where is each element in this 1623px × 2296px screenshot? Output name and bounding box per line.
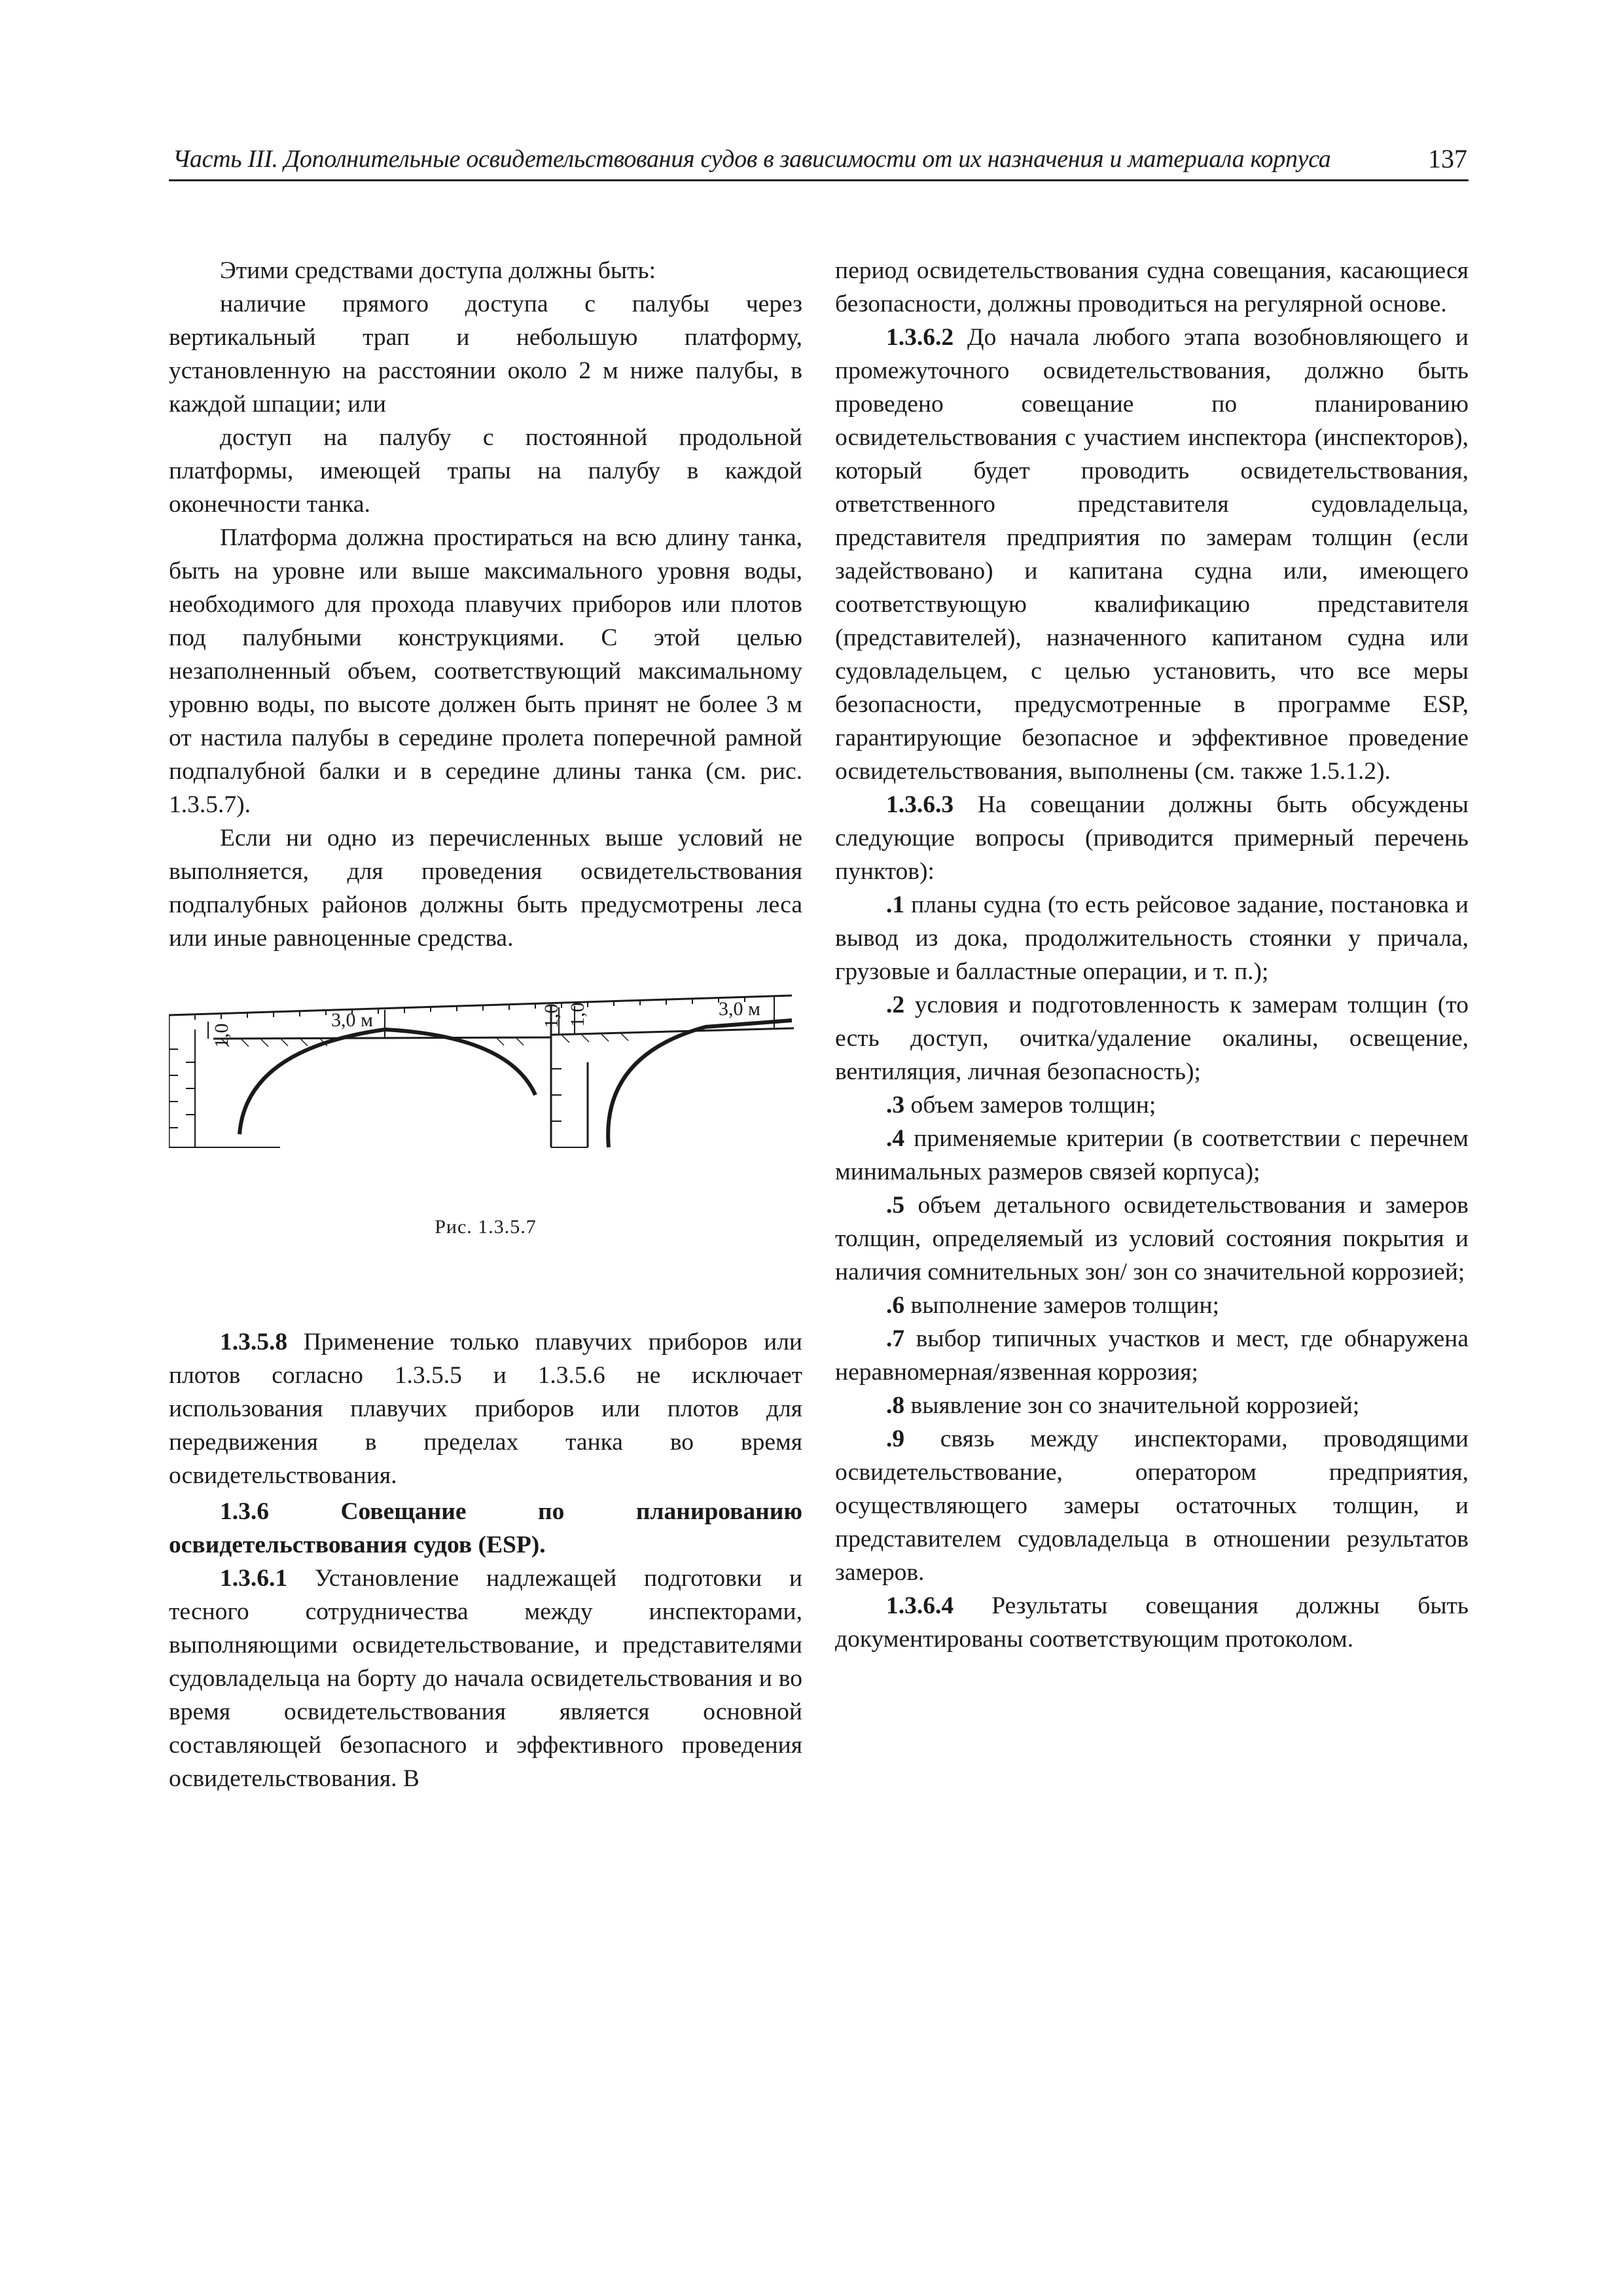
paragraph: Если ни одно из перечисленных выше условий не выполняется, для проведения освидетельствования подпалубных районов должны быть предусмотрены леса или иные равноценные средства. xyxy=(169,825,802,952)
girder-curve-left xyxy=(240,1030,535,1134)
list-item: .7 выбор типичных участков и мест, где обнаружена неравномерная/язвенная коррозия; xyxy=(835,1325,1469,1386)
figure-caption: Рис. 1.3.5.7 xyxy=(435,1216,537,1238)
running-header-title: Часть III. Дополнительные освидетельствования судов в зависимости от их назначения и материала корпуса xyxy=(173,145,1331,173)
paragraph: период освидетельствования судна совещания, касающиеся безопасности, должны проводиться на регулярной основе. xyxy=(835,257,1469,317)
paragraph: 1.3.5.8 Применение только плавучих приборов или плотов согласно 1.3.5.5 и 1.3.5.6 не исключает использования плавучих приборов или плотов для передвижения в пределах танка во время освидетельствования. xyxy=(169,1329,802,1489)
dimension-label: 3,0 м xyxy=(719,998,760,1020)
page-number: 137 xyxy=(1428,144,1467,173)
running-header xyxy=(169,139,1469,181)
right-column xyxy=(835,254,1469,1656)
left-column xyxy=(169,254,802,1795)
list-item: .9 связь между инспекторами, проводящими освидетельствование, оператором предприятия, осуществляющего замеры остаточных толщин, и представителем судовладельца в отношении результатов замеров. xyxy=(835,1426,1469,1586)
girder-curve-right xyxy=(608,1020,792,1147)
deck-line xyxy=(169,996,792,1015)
figure-1-3-5-7 xyxy=(169,990,802,1206)
vertical-dimension-label: 1,0 xyxy=(211,1023,232,1048)
list-item: .4 применяемые критерии (в соответствии с перечнем минимальных размеров связей корпуса); xyxy=(835,1125,1469,1185)
clause-number: 1.3.6.4 xyxy=(886,1592,954,1619)
figure-drawing xyxy=(169,990,802,1206)
paragraph: доступ на палубу с постоянной продольной платформы, имеющей трапы на палубу в каждой оконечности танка. xyxy=(169,424,802,518)
clause-number: 1.3.6.3 xyxy=(886,791,954,818)
clause-number: 1.3.5.8 xyxy=(220,1329,288,1355)
water-level-right xyxy=(551,1028,794,1035)
paragraph: Этими средствами доступа должны быть: xyxy=(220,257,656,284)
list-item: .1 планы судна (то есть рейсовое задание, постановка и вывод из дока, продолжительность стоянки у причала, грузовые и балластные операции, и т. п.); xyxy=(835,891,1469,985)
paragraph: наличие прямого доступа с палубы через вертикальный трап и небольшую платформу, установленную на расстоянии около 2 м ниже палубы, в каждой шпации; или xyxy=(169,291,802,418)
list-item: .3 объем замеров толщин; xyxy=(886,1092,1156,1119)
vertical-dimension-label: 1,0 xyxy=(541,1003,562,1028)
list-item: .6 выполнение замеров толщин; xyxy=(886,1292,1220,1319)
clause-number: 1.3.6.1 xyxy=(220,1565,288,1592)
water-level-left xyxy=(213,1037,551,1039)
paragraph: Платформа должна простираться на всю длину танка, быть на уровне или выше максимального уровня воды, необходимого для прохода плавучих приборов или плотов под палубными конструкциями. С этой целью незаполненный объем, соответствующий максимальному уровню воды, по высоте должен быть принят не более 3 м от настила палубы в середине пролета поперечной рамной подпалубной балки и в середине длины танка (см. рис. 1.3.5.7). xyxy=(169,524,802,818)
list-item: .8 выявление зон со значительной коррозией; xyxy=(886,1392,1360,1419)
vertical-dimension-label: 1,0 xyxy=(567,1002,588,1027)
section-heading xyxy=(169,1495,802,1562)
paragraph: 1.3.6.1 Установление надлежащей подготовки и тесного сотрудничества между инспекторами, выполняющими освидетельствование, и представителями судовладельца на борту до начала освидетельствования и во время освидетельствования является основной составляющей безопасного и эффективного проведения освидетельствования. В xyxy=(169,1565,802,1792)
list-item: .5 объем детального освидетельствования и замеров толщин, определяемый из условий состояния покрытия и наличия сомнительных зон/ зон со значительной коррозией; xyxy=(835,1192,1469,1285)
list-item: .2 условия и подготовленность к замерам толщин (то есть доступ, очитка/удаление окалины, освещение, вентиляция, личная безопасность); xyxy=(835,992,1469,1085)
heading-number: 1.3.6 xyxy=(220,1498,269,1525)
paragraph: 1.3.6.4 Результаты совещания должны быть документированы соответствующим протоколом. xyxy=(835,1592,1469,1653)
clause-number: 1.3.6.2 xyxy=(886,324,954,351)
heading-text: Совещание по планированию освидетельствования судов (ESP). xyxy=(169,1498,802,1558)
paragraph: 1.3.6.2 До начала любого этапа возобновляющего и промежуточного освидетельствования, должно быть проведено совещание по планированию освидетельствования с участием инспектора (инспекторов), который будет проводить освидетельствования, ответственного представителя судовладельца, представителя предприятия по замерам толщин (если задействовано) и капитана судна или, имеющего соответствующую квалификацию представителя (представителей), назначенного капитаном судна или судовладельцем, с целью установить, что все меры безопасности, предусмотренные в программе ESP, гарантирующие безопасное и эффективное проведение освидетельствования, выполнены (см. также 1.5.1.2). xyxy=(835,324,1469,785)
paragraph: 1.3.6.3 На совещании должны быть обсуждены следующие вопросы (приводится примерный перечень пунктов): xyxy=(835,791,1469,885)
dimension-label: 3,0 м xyxy=(331,1009,373,1031)
